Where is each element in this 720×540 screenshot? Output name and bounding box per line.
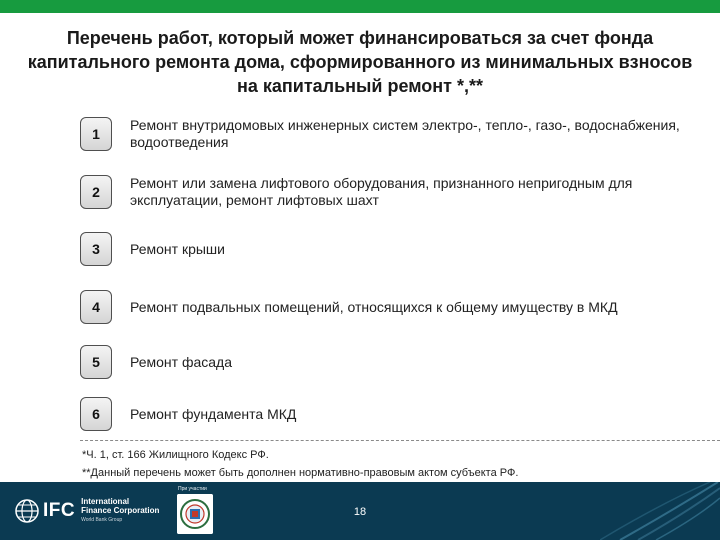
footnote-2: **Данный перечень может быть дополнен нормативно-правовым актом субъекта РФ. bbox=[82, 467, 519, 479]
item-number-badge: 4 bbox=[80, 290, 112, 324]
decorative-swoosh bbox=[600, 482, 720, 540]
page-number: 18 bbox=[353, 506, 367, 518]
partner-label: При участии bbox=[178, 486, 207, 492]
item-text: Ремонт или замена лифтового оборудования, признанного непригодным для эксплуатации, ремонт лифтовых шахт bbox=[130, 175, 633, 208]
item-number-badge: 6 bbox=[80, 397, 112, 431]
slide-title: Перечень работ, который может финансироваться за счет фонда капитального ремонта дома, сформированного из минимальных взносов на капитальный ремонт *,** bbox=[27, 28, 693, 96]
item-number-badge: 1 bbox=[80, 117, 112, 151]
footnotes bbox=[82, 446, 702, 482]
footnote-divider bbox=[80, 440, 720, 441]
footnote-1: *Ч. 1, ст. 166 Жилищного Кодекс РФ. bbox=[82, 449, 269, 461]
globe-icon bbox=[14, 498, 40, 524]
item-text: Ремонт фасада bbox=[130, 353, 232, 370]
partner-emblem-icon bbox=[177, 494, 213, 534]
item-text: Ремонт крыши bbox=[130, 240, 225, 257]
item-number-badge: 2 bbox=[80, 175, 112, 209]
item-text: Ремонт внутридомовых инженерных систем электро-, тепло-, газо-, водоснабжения, водоотведения bbox=[130, 117, 680, 150]
item-text: Ремонт фундамента МКД bbox=[130, 405, 297, 422]
ifc-logo bbox=[14, 494, 174, 528]
top-accent-bar bbox=[0, 0, 720, 13]
ifc-logo-text: IFC bbox=[43, 500, 76, 521]
ifc-logo-name: International Finance Corporation World Bank Group bbox=[81, 497, 160, 523]
item-text: Ремонт подвальных помещений, относящихся к общему имуществу в МКД bbox=[130, 298, 618, 315]
footer-bar bbox=[0, 482, 720, 540]
item-number-badge: 3 bbox=[80, 232, 112, 266]
item-number-badge: 5 bbox=[80, 345, 112, 379]
